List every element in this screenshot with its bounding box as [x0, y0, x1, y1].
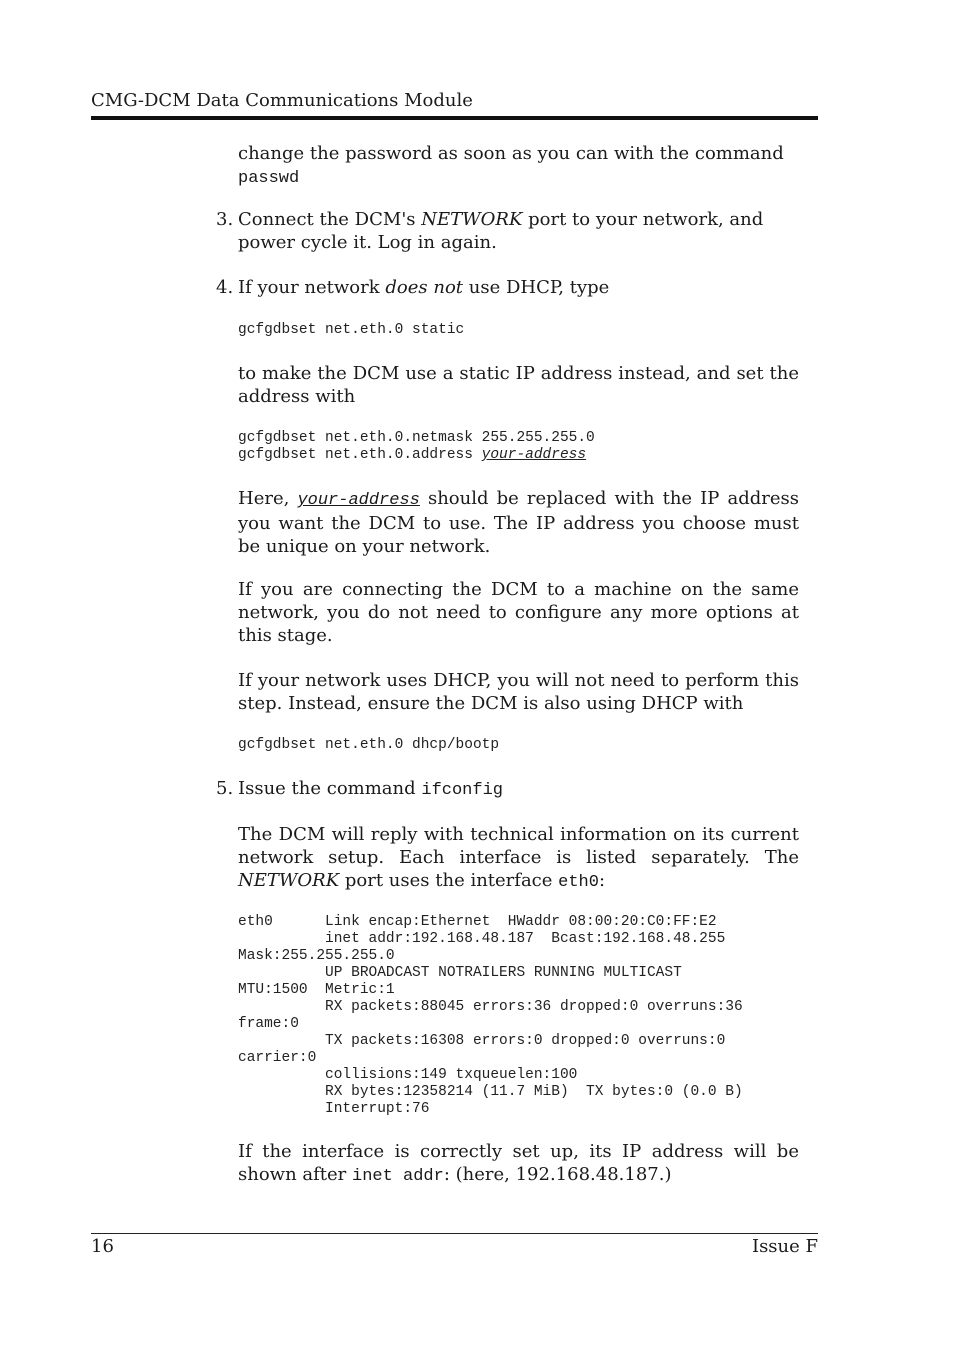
paragraph-dcm-reply — [238, 823, 799, 894]
paragraph-same-network: If you are connecting the DCM to a machine on the same network, you do not need to configure any more options at this stage. — [238, 579, 799, 646]
step-3-number: 3. — [216, 209, 234, 230]
code-address-placeholder: your-address — [481, 447, 587, 463]
final-text-a: If the interface is correctly set up, its IP address will be shown after — [238, 1141, 799, 1185]
here-text-a: Here, — [238, 488, 298, 509]
command-ifconfig: ifconfig — [421, 781, 503, 800]
code-address-line: gcfgdbset net.eth.0.address — [238, 447, 482, 463]
code-netmask-line: gcfgdbset net.eth.0.netmask 255.255.255.0 — [238, 430, 595, 446]
final-inet-addr-code: inet addr — [352, 1167, 444, 1186]
paragraph-here-address — [238, 487, 799, 558]
step-4-text — [238, 276, 799, 299]
code-ifconfig-output: eth0 Link encap:Ethernet HWaddr 08:00:20:C0:FF:E2 inet addr:192.168.48.187 Bcast:192.168.48.255 Mask:255.255.255.0 UP BROADCAST NOTRAILERS RUNNING MULTICAST MTU:1500 Metric:1 RX packets:88045 errors:36 dropped:0 overruns:36 frame:0 TX packets:16308 errors:0 dropped:0 overruns:0 carrier:0 collisions:149 txqueuelen:100 RX bytes:12358214 (11.7 MiB) TX bytes:0 (0.0 B) Interrupt:76 — [238, 914, 743, 1117]
reply-text-a: The DCM will reply with technical information on its current network setup. Each interface is listed separately. The — [238, 824, 799, 868]
step-3-text-a: Connect the DCM's — [238, 209, 422, 230]
step-4-emphasis: does not — [385, 277, 464, 298]
command-passwd: passwd — [238, 169, 300, 188]
here-text-b: should be replaced with the IP address you want the DCM to use. The IP address you choose must be unique on your network. — [238, 488, 799, 557]
reply-text-c: : — [598, 870, 606, 891]
footer-rule — [91, 1233, 818, 1234]
step-5-number: 5. — [216, 778, 234, 799]
inline-placeholder-address: your-address — [297, 491, 420, 510]
reply-eth0-code: eth0 — [558, 873, 599, 892]
step-3-network-emphasis: NETWORK — [421, 209, 523, 230]
paragraph-text: change the password as soon as you can with the command — [238, 143, 784, 164]
code-dhcp: gcfgdbset net.eth.0 dhcp/bootp — [238, 737, 500, 753]
code-static: gcfgdbset net.eth.0 static — [238, 322, 465, 338]
step-5-text — [238, 777, 799, 802]
code-netmask-address — [238, 430, 595, 464]
header-rule — [91, 116, 818, 120]
paragraph-dhcp: If your network uses DHCP, you will not need to perform this step. Instead, ensure the DCM is also using DHCP with — [238, 670, 799, 714]
paragraph-final — [238, 1140, 799, 1188]
final-text-b: : (here, 192.168.48.187.) — [443, 1164, 672, 1185]
paragraph-static-ip: to make the DCM use a static IP address instead, and set the address with — [238, 363, 799, 407]
step-3-text-b: port to your network, and power cycle it. Log in again. — [238, 209, 764, 253]
running-header-title: CMG-DCM Data Communications Module — [91, 90, 473, 111]
step-5-text-a: Issue the command — [238, 778, 422, 799]
reply-text-b: port uses the interface — [339, 870, 559, 891]
issue-label: Issue F — [751, 1236, 818, 1257]
step-4-text-a: If your network — [238, 277, 386, 298]
page-number: 16 — [91, 1236, 114, 1257]
step-3-text — [238, 208, 799, 254]
step-4-text-b: use DHCP, type — [463, 277, 610, 298]
reply-network-emphasis: NETWORK — [238, 870, 340, 891]
step-4-number: 4. — [216, 277, 234, 298]
paragraph-change-password — [238, 142, 799, 190]
